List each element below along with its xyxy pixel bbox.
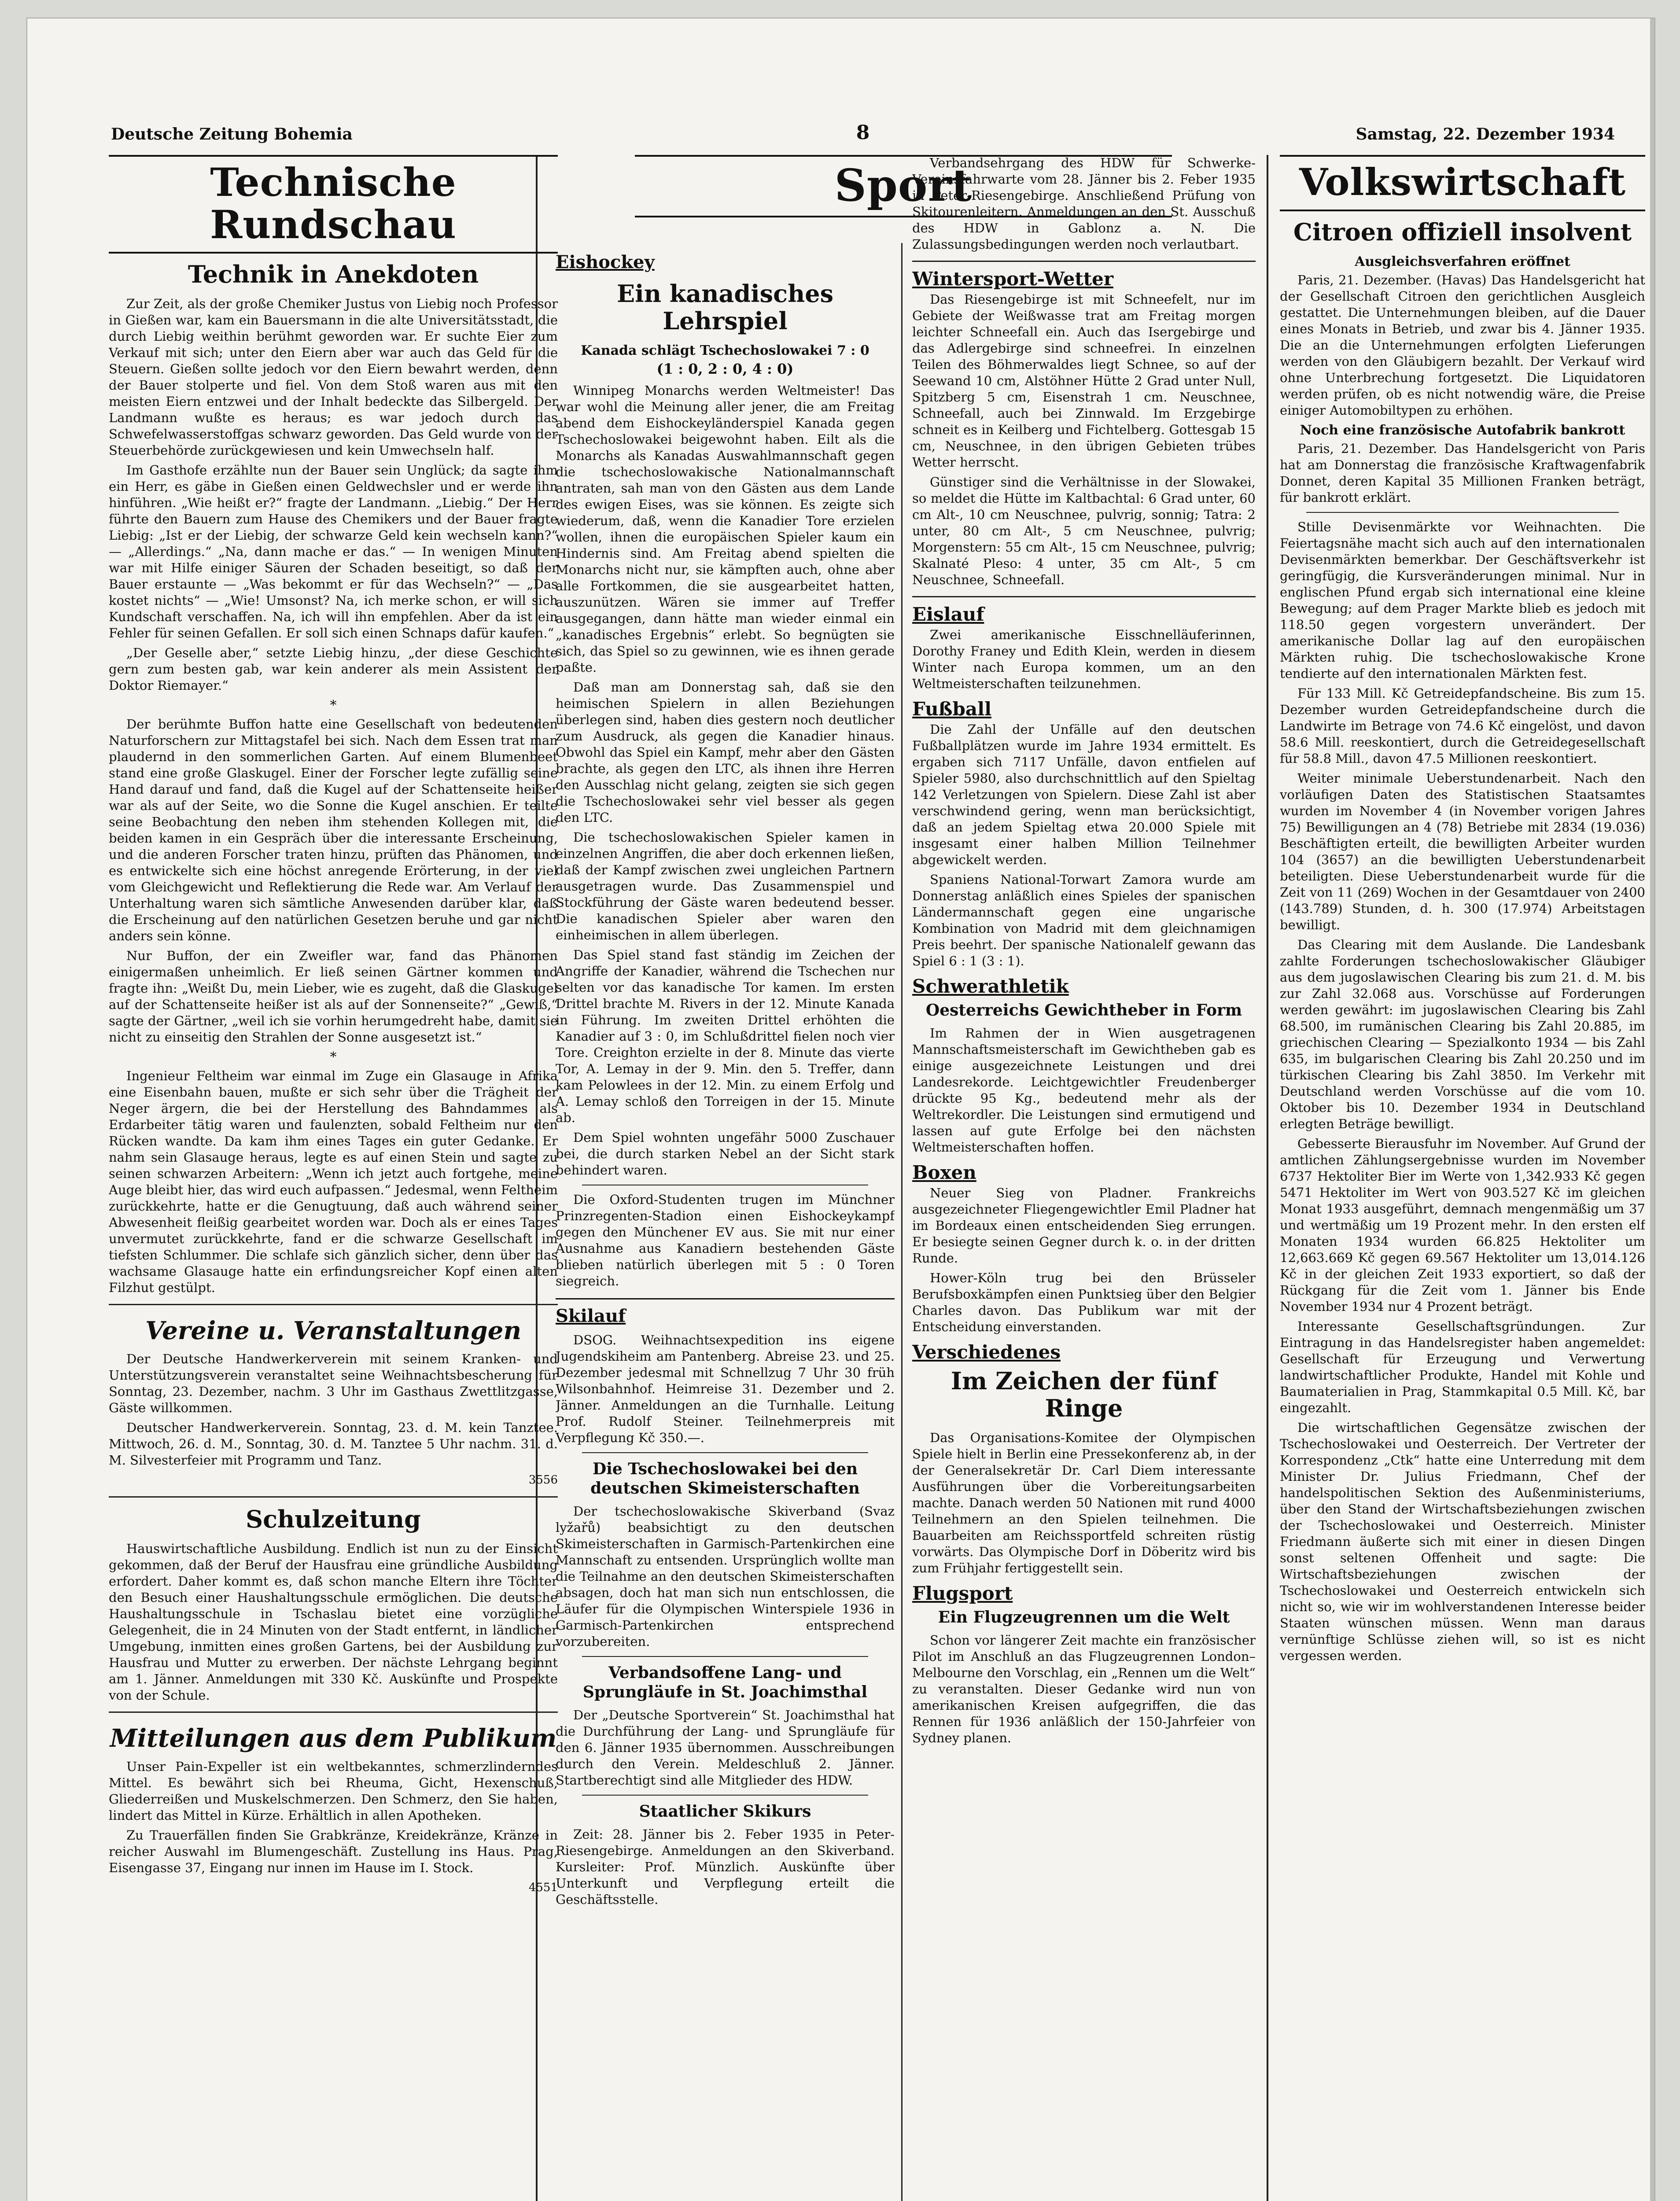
article-paragraph: Die wirtschaftlichen Gegensätze zwischen der Tschechoslowakei und Oesterreich. Der Vertreter der Korrespondenz „Ctk“ hatte eine Unterredung mit dem Minister Dr. Julius Friedmann, Chef der handelspolitischen Sektion des Außenministeriums, über den Stand der Wirtschaftsbeziehungen zwischen der Tschechoslowakei und Oesterreich. Minister Friedmann äußerte sich mit einer in diesen Dingen sonst seltenen Offenheit und sagte: Die Wirtschaftsbeziehungen zwischen der Tschechoslowakei und Oesterreich entwickeln sich nicht so, wie wir im wohlverstandenen Interesse beider Staaten wünschen müssen. Wenn man daraus vernünftige Schlüsse ziehen will, so ist es nicht vergessen werden. xyxy=(1280,1420,1645,1663)
article-paragraph: „Der Geselle aber,“ setzte Liebig hinzu, „der diese Geschichte gern zum besten gab, war kein anderer als mein Assistent der Doktor Riemayer.“ xyxy=(109,645,558,693)
kicker-fussball: Fußball xyxy=(912,698,992,720)
notice-number: 4551 xyxy=(528,1881,558,1894)
section-title-technik: Technische Rundschau xyxy=(109,155,558,254)
schulzeitung-title: Schulzeitung xyxy=(246,1505,421,1533)
notice-paragraph: Der Deutsche Handwerkerverein mit seinem Kranken- und Unterstützungsverein veranstaltet seine Weihnachtsbescherung für Sonntag, 23. Dezember, nachm. 3 Uhr im Gasthaus Zwettlitzgasse, Gäste willkommen. xyxy=(109,1351,558,1415)
divider xyxy=(582,1656,868,1657)
page-header xyxy=(111,115,1615,151)
article-paragraph: Zur Zeit, als der große Chemiker Justus von Liebig noch Professor in Gießen war, kam ein Bauersmann in die alte Universitätsstadt, die durch Liebig weithin berühmt geworden war. Er suchte Eier zum Verkauf mit sich; unter den Eiern aber war auch das Geld für die Steuern. Gießen sollte jedoch vor den Eiern bewahrt werden, denn der Bauer stolperte und fiel. Von dem Stoß waren aus mit den meisten Eiern entzwei und der Inhalt bedeckte das Silbergeld. Der Landmann wußte es heraus; es war jedoch durch das Schwefelwasserstoffgas schwarz geworden. Das Geld wurde von der Steuerbehörde zurückgewiesen und kein Umwechseln half. xyxy=(109,296,558,458)
score-line: (1 : 0, 2 : 0, 4 : 0) xyxy=(656,361,794,377)
divider xyxy=(912,261,1256,262)
article-subtitle: Ausgleichsverfahren eröffnet xyxy=(1355,254,1570,269)
divider xyxy=(1306,512,1619,513)
subcolumn-divider xyxy=(901,243,903,2201)
technik-column xyxy=(109,155,558,2201)
divider xyxy=(109,1496,558,1498)
article-paragraph: Günstiger sind die Verhältnisse in der Slowakei, so meldet die Hütte im Kaltbachtal: 6 Grad unter, 60 cm Alt-, 10 cm Neuschnee, pulvrig, sonnig; Tatra: 2 unter, 80 cm Alt-, 5 cm Neuschnee, pulvrig; Morgenstern: 55 cm Alt-, 15 cm Neuschnee, pulvrig; Skalnaté Pleso: 4 unter, 35 cm Alt-, 5 cm Neuschnee, Schneefall. xyxy=(912,475,1256,587)
article-paragraph: Der berühmte Buffon hatte eine Gesellschaft von bedeutenden Naturforschern zur Mittagstafel bei sich. Nach dem Essen trat man plaudernd in den sommerlichen Garten. Auf einem Blumenbeet stand eine große Glaskugel. Einer der Forscher legte zufällig seine Hand darauf und fand, daß die Kugel auf der Schattenseite heißer war als auf der Seite, wo die Sonne die Kugel anschien. Er teilte seine Beobachtung den neben ihm stehenden Kollegen mit, die beiden kamen in ein Gespräch über die interessante Erscheinung, und die anderen Forscher traten hinzu, prüften das Phänomen, und es entwickelte sich eine höchst anregende Erörterung, in der viel vom Gleichgewicht und Reflektierung die Rede war. Am Verlauf der Unterhaltung waren sich sämtliche Anwesenden darüber klar, daß die Erscheinung auf den natürlichen Gesetzen beruhe und gar nicht anders sein könne. xyxy=(109,717,558,943)
article-paragraph: Weiter minimale Ueberstundenarbeit. Nach den vorläufigen Daten des Statistischen Staatsamtes wurden im November 4 (in November vorigen Jahres 75) Bewilligungen an 4 (78) Betriebe mit 2834 (19.036) Beschäftigten erteilt, die bewilligten Arbeiter wurden 104 (3657) an die bewilligten Ueberstundenarbeit beteiligten. Diese Ueberstundenarbeit wurde für die Zeit von 11 (269) Wochen in der Gesamtdauer von 2400 (143.789) Stunden, d. h. 300 (17.974) Arbeitstagen bewilligt. xyxy=(1280,771,1645,932)
article-headline: Ein Flugzeugrennen um die Welt xyxy=(938,1608,1230,1627)
article-subtitle: Noch eine französische Autofabrik bankrott xyxy=(1300,423,1625,438)
divider xyxy=(109,1711,558,1713)
kicker-flugsport: Flugsport xyxy=(912,1583,1013,1604)
section-title-volkswirtschaft: Volkswirtschaft xyxy=(1280,155,1645,211)
article-paragraph: Verbandsehrgang des HDW für Schwerke-Vereinsfahrwarte vom 28. Jänner bis 2. Feber 1935 in Peter-Riesengebirge. Anschließend Prüfung von Skitourenleitern. Anmeldungen an den St. Ausschuß des HDW in Gablonz a. N. Die Zulassungsbedingungen werden noch verlautbart. xyxy=(912,155,1256,252)
article-paragraph: Spaniens National-Torwart Zamora wurde am Donnerstag anläßlich eines Spieles der spanischen Ländermannschaft gegen eine ungarische Kombination von Madrid mit dem gleichnamigen Preis beehrt. Der spanische Nationalelf gewann das Spiel 6 : 1 (3 : 1). xyxy=(912,872,1256,968)
notice-paragraph: Deutscher Handwerkerverein. Sonntag, 23. d. M. kein Tanztee. Mittwoch, 26. d. M., Sonntag, 30. d. M. Tanztee 5 Uhr nachm. 31. d. M. Silvesterfeier mit Programm und Tanz. xyxy=(109,1420,558,1468)
article-title: Ein kanadisches Lehrspiel xyxy=(617,280,833,335)
article-paragraph: Neuer Sieg von Pladner. Frankreichs ausgezeichneter Fliegengewichtler Emil Pladner hat im Bordeaux einen entscheidenden Sieg errungen. Er besiegte seinen Gegner durch k. o. in der dritten Runde. xyxy=(912,1185,1256,1266)
notice-number: 3556 xyxy=(528,1473,558,1487)
article-subtitle: Kanada schlägt Tschechoslowakei 7 : 0 xyxy=(581,343,869,358)
kicker-verschiedenes: Verschiedenes xyxy=(912,1341,1061,1363)
volkswirtschaft-column xyxy=(1280,155,1645,2201)
article-paragraph: Im Rahmen der in Wien ausgetragenen Mannschaftsmeisterschaft im Gewichtheben gab es einige ausgezeichnete Leistungen und drei Landesrekorde. Leichtgewichtler Freudenberger drückte 95 Kg., bedeutend mehr als der Weltrekordler. Die Leistungen sind ermutigend und lassen auf gute Erfolge bei den nächsten Weltmeisterschaften hoffen. xyxy=(912,1026,1256,1155)
notice-paragraph: Hauswirtschaftliche Ausbildung. Endlich ist nun zu der Einsicht gekommen, daß der Beruf der Hausfrau eine gründliche Ausbildung erfordert. Daher kommt es, daß schon manche Eltern ihre Töchter den Besuch einer Haushaltungsschule ermöglichen. Die deutsche Haushaltungsschule in Tschaslau bietet eine vorzügliche Gelegenheit, die in 24 Minuten von der Stadt entfernt, in ländlicher Umgebung, inmitten eines großen Gartens, bei der Ausbildung zur Hausfrau und Mutter zu erwerben. Der nächste Lehrgang beginnt am 1. Jänner. Anmeldungen mit 330 Kč. Auskünfte und Prospekte von der Schule. xyxy=(109,1541,558,1703)
article-paragraph: Für 133 Mill. Kč Getreidepfandscheine. Bis zum 15. Dezember wurden Getreidepfandscheine durch die Landwirte im Betrage von 74.6 Kč eingelöst, und davon 58.6 Mill. reeskontiert, durch die Getreidegesellschaft für 58.8 Mill., davon 47.5 Millionen reeskontiert. xyxy=(1280,686,1645,766)
sport-column xyxy=(547,155,1260,2201)
kicker-eishockey: Eishockey xyxy=(556,252,655,272)
article-paragraph: Das Riesengebirge ist mit Schneefelt, nur im Gebiete der Weißwasse trat am Freitag morgen leichter Schneefall ein. Auch das Isergebirge und das Adlergebirge sind schneefrei. In einzelnen Teilen des Böhmerwaldes liegt Schnee, so auf der Seewand 10 cm, Alstöhner Hütte 2 Grad unter Null, Spitzberg 5 cm, Eisenstrah 1 cm. Neuschnee, Schneefall, auch bei Zinnwald. Im Erzgebirge schneit es in Keilberg und Fichtelberg. Gottesgab 15 cm, Neuschnee, in den übrigen Gebieten trübes Wetter herrscht. xyxy=(912,292,1256,470)
article-paragraph: Das Organisations-Komitee der Olympischen Spiele hielt in Berlin eine Pressekonferenz ab, in der der Generalsekretär Dr. Carl Diem interessante Ausführungen über die Vorbereitungsarbeiten machte. Danach werden 50 Nationen mit rund 4000 Teilnehmern an den Spielen teilnehmen. Die Bauarbeiten am Reichssportfeld schreiten rüstig vorwärts. Das Olympische Dorf in Döberitz wird bis zum Frühjahr fertiggestellt sein. xyxy=(912,1430,1256,1575)
mitteilungen-title: Mitteilungen aus dem Publikum xyxy=(110,1724,557,1753)
article-paragraph: Das Spiel stand fast ständig im Zeichen der Angriffe der Kanadier, während die Tschechen nur selten vor das kanadische Tor kamen. Im ersten Drittel brachte M. Rivers in der 12. Minute Kanada in Führung. Im zweiten Drittel erhöhten die Kanadier auf 3 : 0, im Schlußdrittel fielen noch vier Tore. Creighton erzielte in der 8. Minute das vierte Tor, A. Lemay in der 9. Min. den 5. Treffer, dann kam Pelowlees in der 12. Min. zu einem Erfolg und A. Lemay schloß den Torreigen in der 15. Minute ab. xyxy=(556,947,895,1125)
article-paragraph: DSOG. Weihnachtsexpedition ins eigene Jugendskiheim am Pantenberg. Abreise 23. und 25. Dezember jedesmal mit Schnellzug 7 Uhr 30 früh Wilsonbahnhof. Heimreise 31. Dezember und 2. Jänner. Anmeldungen an die Turnhalle. Leitung Prof. Rudolf Steiner. Teilnehmerpreis mit Verpflegung Kč 350.—. xyxy=(556,1332,895,1445)
vereine-title: Vereine u. Veranstaltungen xyxy=(145,1316,522,1345)
kicker-boxen: Boxen xyxy=(912,1162,976,1183)
paper-name: Deutsche Zeitung Bohemia xyxy=(111,125,353,144)
article-paragraph: Zwei amerikanische Eisschnelläuferinnen, Dorothy Franey und Edith Klein, werden in diesem Winter nach Europa kommen, um an den Weltmeisterschaften teilzunehmen. xyxy=(912,627,1256,691)
sport-subcolumn-left xyxy=(556,243,895,2201)
divider xyxy=(582,1795,868,1796)
sport-subcolumn-right xyxy=(912,155,1256,2201)
issue-date: Samstag, 22. Dezember 1934 xyxy=(1356,125,1615,144)
article-paragraph: Gebesserte Bierausfuhr im November. Auf Grund der amtlichen Zählungsergebnisse wurden im November 6737 Hektoliter Bier im Werte von 1,342.933 Kč gegen 5471 Hektoliter im Wert von 903.527 Kč im gleichen Monat 1933 ausgeführt, demnach mengenmäßig um 37 und wertmäßig um 19 Prozent mehr. In den ersten elf Monaten 1934 wurden 66.825 Hektoliter um 12,663.669 Kč gegen 69.567 Hektoliter um 13,014.126 Kč in der gleichen Zeit 1933 exportiert, so daß der Rückgang für die Zeit vom 1. Jänner bis Ende November 1934 nur 4 Prozent beträgt. xyxy=(1280,1136,1645,1314)
divider xyxy=(912,596,1256,597)
article-headline: Verbandsoffene Lang- und Sprungläufe in St. Joachimsthal xyxy=(582,1664,868,1701)
separator-star: * xyxy=(330,698,337,713)
scan-edge-shadow xyxy=(1650,18,1654,2201)
page-number: 8 xyxy=(856,121,870,144)
kicker-schwerathletik: Schwerathletik xyxy=(912,975,1069,997)
newspaper-page xyxy=(26,18,1655,2201)
article-paragraph: Nur Buffon, der ein Zweifler war, fand das Phänomen einigermaßen unheimlich. Er ließ seinen Gärtner kommen und fragte ihn: „Weißt Du, mein Lieber, wie es zugeht, daß die Glaskugel auf der Schattenseite heißer ist als auf der Sonnenseite?“ „Gewiß,“ sagte der Gärtner, „weil ich sie vorhin herumgedreht habe, damit sie nicht zu einseitig den Strahlen der Sonne ausgesetzt ist.“ xyxy=(109,948,558,1045)
notice-paragraph: Zu Trauerfällen finden Sie Grabkränze, Kreidekränze, Kränze in reicher Auswahl im Blumengeschäft. Zustellung ins Haus. Prag, Eisengasse 37, Eingang nur innen im Hause im I. Stock. xyxy=(109,1828,558,1875)
separator-star: * xyxy=(330,1049,337,1065)
article-title: Im Zeichen der fünf Ringe xyxy=(951,1367,1217,1422)
article-paragraph: Der tschechoslowakische Skiverband (Svaz lyžařů) beabsichtigt zu den deutschen Skimeisterschaften in Garmisch-Partenkirchen eine Mannschaft zu entsenden. Ursprünglich wollte man die Teilnahme an den deutschen Skimeisterschaften absagen, doch hat man sich nun entschlossen, die Läufer für die Olympischen Winterspiele 1936 in Garmisch-Partenkirchen entsprechend vorzubereiten. xyxy=(556,1504,895,1649)
article-paragraph: Ingenieur Feltheim war einmal im Zuge ein Glasauge in Afrika eine Eisenbahn bauen, mußte er sich sehr über die Trägheit der Neger ärgern, die bei der Herstellung des Bahndammes als Erdarbeiter tätig waren und faulenzten, sobald Feltheim nur den Rücken wandte. Da kam ihm eines Tages ein guter Gedanke. Er nahm sein Glasauge heraus, legte es auf einen Stein und sagte zu seinen schwarzen Arbeitern: „Wenn ich jetzt auch fortgehe, meine Auge bleibt hier, das wird euch aufpassen.“ Jedesmal, wenn Feltheim zurückkehrte, hatte er die Genugtuung, daß auch während seiner Abwesenheit fleißig gearbeitet worden war. Doch als er eines Tages unvermutet zurückkehrte, fand er die schwarze Gesellschaft im tiefsten Schlummer. Die schlafe sich gänzlich sicher, denn über das wachsame Glasauge hatte ein erfindungsreicher Kopf einen alten Filzhut gestülpt. xyxy=(109,1068,558,1295)
article-paragraph: Im Gasthofe erzählte nun der Bauer sein Unglück; da sagte ihm ein Herr, es gäbe in Gießen einen Geldwechsler und er werde ihn hinführen. „Wie heißt er?“ fragte der Landmann. „Liebig.“ Der Herr führte den Bauern zum Hause des Chemikers und der Bauer fragte Liebig: „Ist er der Liebig, der schwarze Geld kein wechseln kann?“ — „Allerdings.“ „Na, dann mache er das.“ — In wenigen Minuten war mit Hilfe einiger Säuren der Schaden beseitigt, so daß der Bauer erstaunte — „Was bekommt er für das Wechseln?“ — „Das kostet nichts“ — „Wie! Umsonst? Na, ich merke schon, er will sich Kundschaft verschaffen. Na, ich will ihn empfehlen. Aber da ist ein Fehler für seinen Gefallen. Er soll sich einen Schnaps dafür kaufen.“ xyxy=(109,463,558,640)
article-headline: Oesterreichs Gewichtheber in Form xyxy=(925,1001,1242,1020)
article-paragraph: Schon vor längerer Zeit machte ein französischer Pilot im Anschluß an das Flugzeugrennen London–Melbourne den Vorschlag, ein „Rennen um die Welt“ zu veranstalten. Dieser Gedanke wird nun von amerikanischen Kreisen aufgegriffen, die das Rennen für 1936 anläßlich der 150-Jahrfeier von Sydney planen. xyxy=(912,1633,1256,1745)
article-paragraph: Die Oxford-Studenten trugen im Münchner Prinzregenten-Stadion einen Eishockeykampf gegen den Münchener EV aus. Sie mit nur einer Ausnahme aus Kanadiern bestehenden Gäste blieben natürlich überlegen mit 5 : 0 Toren siegreich. xyxy=(556,1192,895,1288)
kicker-wetter: Wintersport-Wetter xyxy=(912,268,1113,290)
column-divider xyxy=(1267,155,1268,2201)
divider xyxy=(109,1304,558,1305)
section-title-sport: Sport xyxy=(635,155,1172,217)
article-paragraph: Paris, 21. Dezember. (Havas) Das Handelsgericht hat der Gesellschaft Citroen den gerichtlichen Ausgleich gestattet. Die Unternehmungen bleiben, auf die Dauer eines Monats in Betrieb, und zwar bis 4. Jänner 1935. Die an die Unternehmungen erfolgten Lieferungen werden von den Gläubigern bezahlt. Der Verkauf wird ohne Unterbrechung fortgesetzt. Die Liquidatoren werden prüfen, ob es nicht notwendig wäre, die Preise einiger Automobiltypen zu erhöhen. xyxy=(1280,272,1645,418)
article-title: Citroen offiziell insolvent xyxy=(1293,218,1632,246)
article-paragraph: Zeit: 28. Jänner bis 2. Feber 1935 in Peter-Riesengebirge. Anmeldungen an den Skiverband. Kursleiter: Prof. Münzlich. Auskünfte über Unterkunft und Verpflegung erteilt die Geschäftsstelle. xyxy=(556,1827,895,1907)
article-headline: Die Tschechoslowakei bei den deutschen Skimeisterschaften xyxy=(590,1460,860,1498)
article-paragraph: Die Zahl der Unfälle auf den deutschen Fußballplätzen wurde im Jahre 1934 ermittelt. Es ergaben sich 7117 Unfälle, davon entfielen auf Spieler 5980, also durchschnittlich auf den Spieltag 142 Verletzungen von Spielern. Diese Zahl ist aber verschwindend gering, wenn man berücksichtigt, daß an jedem Spieltag etwa 20.000 Spiele mit insgesamt einer halben Million Teilnehmer abgewickelt werden. xyxy=(912,722,1256,867)
article-paragraph: Hower-Köln trug bei den Brüsseler Berufsboxkämpfen einen Punktsieg über den Belgier Charles davon. Das Publikum war mit der Entscheidung einverstanden. xyxy=(912,1270,1256,1334)
article-headline: Staatlicher Skikurs xyxy=(639,1802,811,1821)
article-paragraph: Interessante Gesellschaftsgründungen. Zur Eintragung in das Handelsregister haben angemeldet: Gesellschaft für Erzeugung und Verwertung landwirtschaftlicher Produkte, Handel mit Kohle und Baumaterialien in Prag, Stammkapital 0.5 Mill. Kč, bar eingezahlt. xyxy=(1280,1319,1645,1415)
article-title: Technik in Anekdoten xyxy=(188,260,479,288)
article-paragraph: Dem Spiel wohnten ungefähr 5000 Zuschauer bei, die durch starken Nebel an der Sicht stark behindert waren. xyxy=(556,1130,895,1178)
article-paragraph: Paris, 21. Dezember. Das Handelsgericht von Paris hat am Donnerstag die französische Kraftwagenfabrik Donnet, deren Kapital 35 Millionen Franken beträgt, für bankrott erklärt. xyxy=(1280,441,1645,505)
article-paragraph: Der „Deutsche Sportverein“ St. Joachimsthal hat die Durchführung der Lang- und Sprungläufe für den 6. Jänner 1935 übernommen. Ausschreibungen durch den Verein. Meldeschluß 2. Jänner. Startberechtigt sind alle Mitglieder des HDW. xyxy=(556,1708,895,1788)
article-paragraph: Stille Devisenmärkte vor Weihnachten. Die Feiertagsnähe macht sich auch auf den internationalen Devisenmärkten bemerkbar. Der Geschäftsverkehr ist geringfügig, die Kursveränderungen minimal. Nur in englischen Pfund ergab sich international eine kleine Bewegung; auf dem Prager Markte blieb es jedoch mit 118.50 gegen vorgestern unverändert. Der amerikanische Dollar lag auf den europäischen Märkten ruhig. Die tschechoslowakische Krone tendierte auf den internationalen Märkten fest. xyxy=(1280,519,1645,681)
article-paragraph: Daß man am Donnerstag sah, daß sie den heimischen Spielern in allen Beziehungen überlegen sind, haben dies gestern noch deutlicher zum Ausdruck, als gegen die Kanadier hinaus. Obwohl das Spiel ein Kampf, mehr aber den Gästen brachte, als gegen den LTC, als ihnen ihre Herren den Ausschlag nicht gelang, zeigten sie sich gegen die Tschechoslowakei sehr viel besser als gegen den LTC. xyxy=(556,680,895,825)
divider xyxy=(582,1452,868,1453)
article-paragraph: Winnipeg Monarchs werden Weltmeister! Das war wohl die Meinung aller jener, die am Freitag abend dem Eishockeyländerspiel Kanada gegen Tschechoslowakei beigewohnt haben. Eilt als die Monarchs als Kanadas Auswahlmannschaft gegen die tschechoslowakische Nationalmannschaft antraten, sah man von den Gästen aus dem Lande des ewigen Eises, was sie können. Es zeigte sich wiederum, daß, wenn die Kanadier Tore erzielen wollen, ihnen die europäischen Spieler kaum ein Hindernis sind. Am Freitag abend spielten die Monarchs nicht nur, sie kämpften auch, ohne aber alle Fortkommen, die sie ausgearbeitet hatten, auszunützen. Wären sie immer auf Treffer ausgegangen, dann hätte man wieder einmal ein „kanadisches Ergebnis“ erlebt. So begnügten sie sich, das Spiel so zu gewinnen, wie es ihnen gerade paßte. xyxy=(556,383,895,675)
notice-paragraph: Unser Pain-Expeller ist ein weltbekanntes, schmerzlinderndes Mittel. Es bewährt sich bei Rheuma, Gicht, Hexenschuß, Gliederreißen und Muskelschmerzen. Den Schmerz, den Sie haben, lindert das Mittel in Kürze. Erhältlich in allen Apotheken. xyxy=(109,1759,558,1823)
kicker-eislauf: Eislauf xyxy=(912,604,984,625)
article-paragraph: Das Clearing mit dem Auslande. Die Landesbank zahlte Forderungen tschechoslowakischer Gläubiger aus dem jugoslawischen Clearing bis zum 21. d. M. bis zur Zahl 32.068 aus. Vorschüsse auf Forderungen werden gewährt: im jugoslawischen Clearing bis Zahl 68.500, im rumänischen Clearing bis Zahl 20.885, im griechischen Clearing — Spezialkonto 1934 — bis Zahl 635, im bulgarischen Clearing bis Zahl 20.250 und im türkischen Clearing bis Zahl 3850. Im Verkehr mit Deutschland werden Vorschüsse auf die vom 10. Oktober bis 10. Dezember 1934 in Deutschland erlegten Beträge bewilligt. xyxy=(1280,937,1645,1131)
article-paragraph: Die tschechoslowakischen Spieler kamen in einzelnen Angriffen, die aber doch erkennen ließen, daß der Kampf zwischen zwei ungleichen Partnern ausgetragen wurde. Das Zusammenspiel und Stockführung der Gäste waren bedeutend besser. Die kanadischen Spieler aber waren den einheimischen in allem überlegen. xyxy=(556,830,895,942)
kicker-skilauf: Skilauf xyxy=(556,1298,895,1327)
